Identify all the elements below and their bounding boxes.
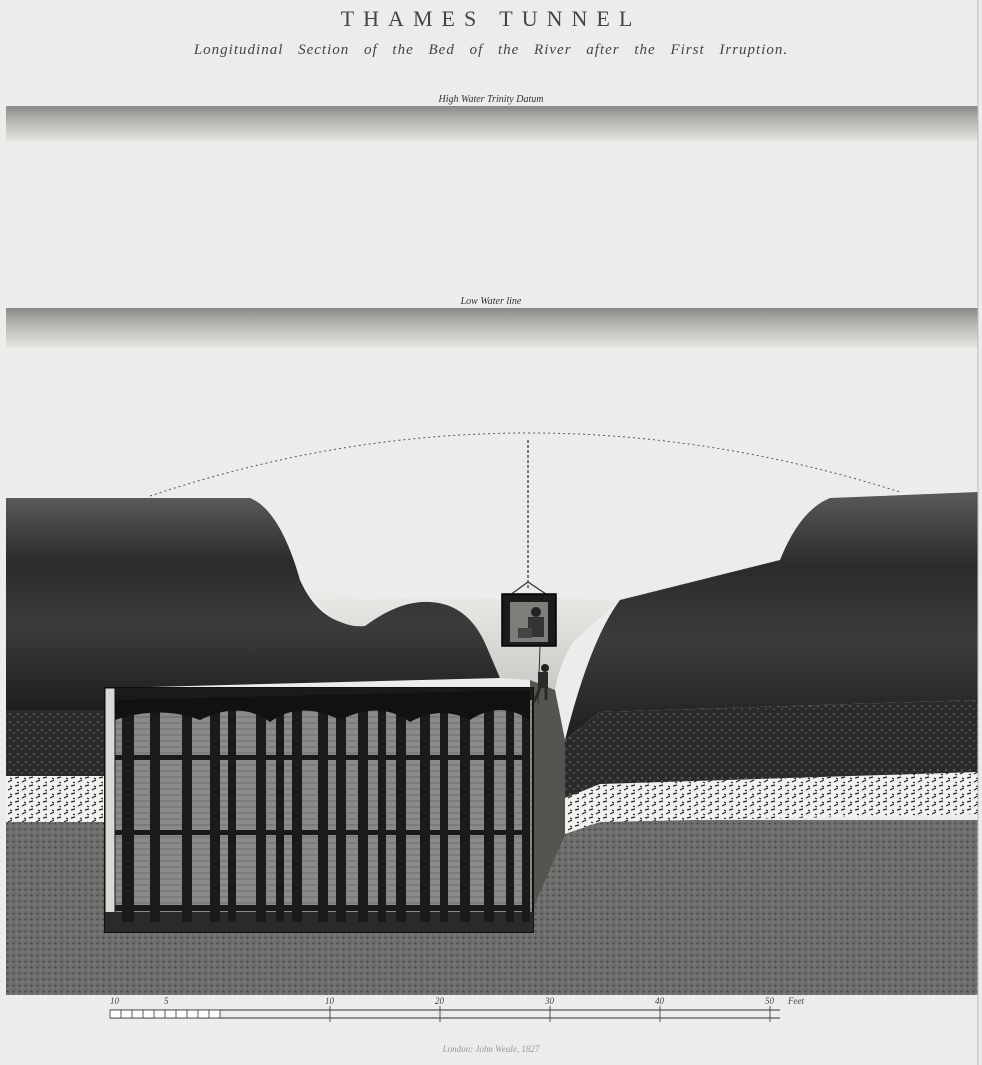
scale-tick-label: 10 xyxy=(110,996,119,1006)
scale-unit-label: Feet xyxy=(788,996,804,1006)
clay-bed-left xyxy=(6,498,500,710)
low-water-band xyxy=(6,308,978,348)
gravel-stratum-left xyxy=(6,710,110,776)
scale-tick-label: 30 xyxy=(545,996,554,1006)
high-water-band xyxy=(6,106,978,142)
plate-title: THAMES TUNNEL xyxy=(340,6,642,31)
high-water-label: High Water Trinity Datum xyxy=(438,94,544,105)
scale-tick-label: 50 xyxy=(765,996,774,1006)
scale-tick-label: 5 xyxy=(164,996,169,1006)
original-bed-line xyxy=(150,433,900,496)
diving-bell xyxy=(502,594,556,646)
plate-subtitle: Longitudinal Section of the Bed of the River after the First Irruption. xyxy=(193,42,789,58)
low-water-label: Low Water line xyxy=(460,296,522,307)
publisher-imprint: London: John Weale, 1827 xyxy=(442,1044,540,1054)
scale-tick-label: 20 xyxy=(435,996,444,1006)
scale-tick-label: 40 xyxy=(655,996,664,1006)
tunnel-shield xyxy=(105,688,533,932)
scale-bar xyxy=(110,996,804,1022)
sand-stratum-left xyxy=(6,776,110,822)
scale-tick-label: 10 xyxy=(325,996,334,1006)
